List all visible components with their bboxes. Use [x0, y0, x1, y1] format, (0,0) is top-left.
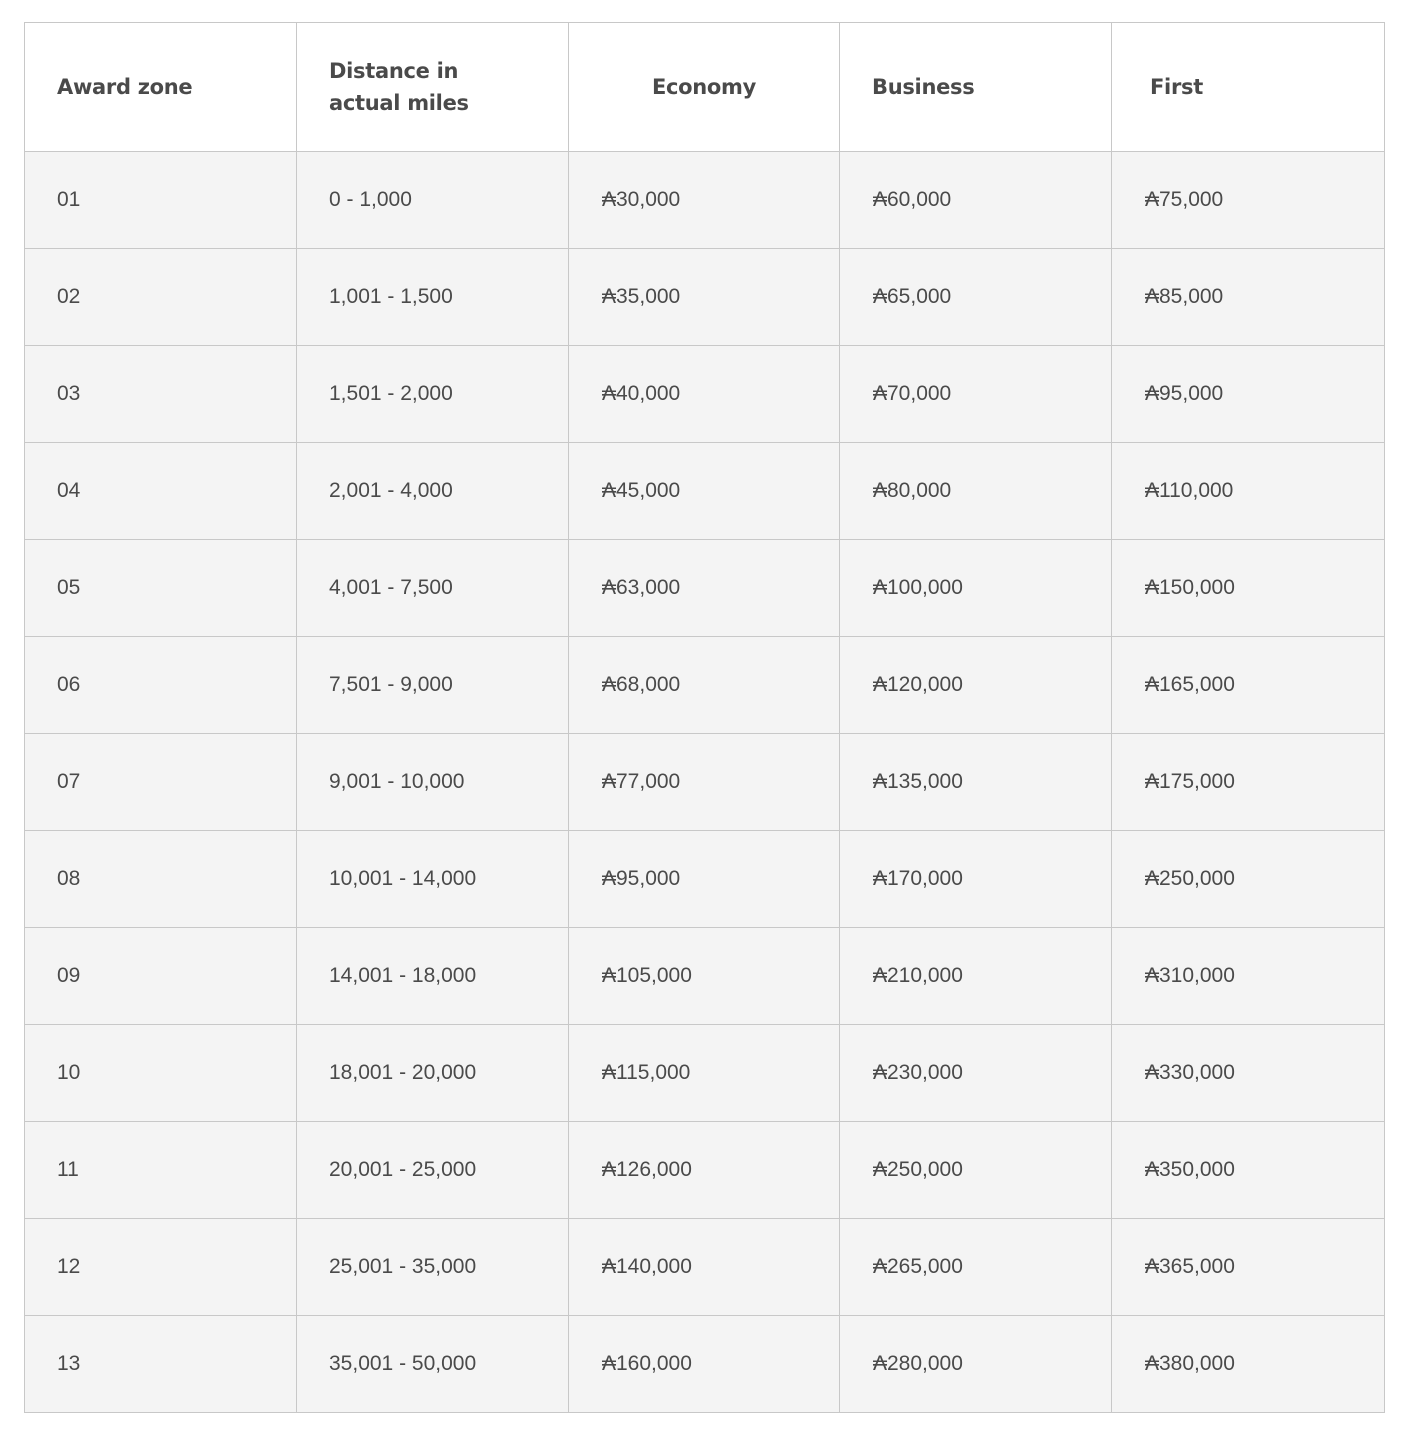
- table-row: [25, 443, 1385, 540]
- zone-cell: 10: [25, 1025, 297, 1122]
- economy-points-cell: ₳63,000: [569, 540, 840, 637]
- first-points-cell: ₳75,000: [1112, 152, 1385, 249]
- business-points-cell: ₳70,000: [840, 346, 1112, 443]
- distance-cell: 18,001 - 20,000: [297, 1025, 569, 1122]
- business-points-cell: ₳80,000: [840, 443, 1112, 540]
- distance-cell: 14,001 - 18,000: [297, 928, 569, 1025]
- header-distance-label: Distance in actual miles: [329, 59, 469, 115]
- table-row: [25, 249, 1385, 346]
- economy-points-cell: ₳68,000: [569, 637, 840, 734]
- first-points-cell: ₳175,000: [1112, 734, 1385, 831]
- table-row: [25, 1316, 1385, 1413]
- zone-cell: 11: [25, 1122, 297, 1219]
- first-points-cell: ₳380,000: [1112, 1316, 1385, 1413]
- table-row: [25, 637, 1385, 734]
- table-row: [25, 346, 1385, 443]
- table-row: [25, 152, 1385, 249]
- table-row: [25, 928, 1385, 1025]
- business-points-cell: ₳100,000: [840, 540, 1112, 637]
- header-award-zone: Award zone: [25, 23, 297, 152]
- economy-points-cell: ₳40,000: [569, 346, 840, 443]
- business-points-cell: ₳265,000: [840, 1219, 1112, 1316]
- distance-cell: 10,001 - 14,000: [297, 831, 569, 928]
- zone-cell: 04: [25, 443, 297, 540]
- first-points-cell: ₳250,000: [1112, 831, 1385, 928]
- first-points-cell: ₳310,000: [1112, 928, 1385, 1025]
- first-points-cell: ₳165,000: [1112, 637, 1385, 734]
- zone-cell: 07: [25, 734, 297, 831]
- economy-points-cell: ₳160,000: [569, 1316, 840, 1413]
- table-row: [25, 734, 1385, 831]
- economy-points-cell: ₳95,000: [569, 831, 840, 928]
- zone-cell: 12: [25, 1219, 297, 1316]
- distance-cell: 25,001 - 35,000: [297, 1219, 569, 1316]
- distance-cell: 4,001 - 7,500: [297, 540, 569, 637]
- table-row: [25, 1219, 1385, 1316]
- economy-points-cell: ₳77,000: [569, 734, 840, 831]
- economy-points-cell: ₳140,000: [569, 1219, 840, 1316]
- zone-cell: 09: [25, 928, 297, 1025]
- table-row: [25, 831, 1385, 928]
- business-points-cell: ₳170,000: [840, 831, 1112, 928]
- first-points-cell: ₳150,000: [1112, 540, 1385, 637]
- header-economy: Economy: [569, 23, 840, 152]
- business-points-cell: ₳230,000: [840, 1025, 1112, 1122]
- zone-cell: 13: [25, 1316, 297, 1413]
- economy-points-cell: ₳126,000: [569, 1122, 840, 1219]
- business-points-cell: ₳120,000: [840, 637, 1112, 734]
- distance-cell: 2,001 - 4,000: [297, 443, 569, 540]
- distance-cell: 9,001 - 10,000: [297, 734, 569, 831]
- distance-cell: 7,501 - 9,000: [297, 637, 569, 734]
- business-points-cell: ₳280,000: [840, 1316, 1112, 1413]
- business-points-cell: ₳135,000: [840, 734, 1112, 831]
- zone-cell: 03: [25, 346, 297, 443]
- business-points-cell: ₳250,000: [840, 1122, 1112, 1219]
- first-points-cell: ₳95,000: [1112, 346, 1385, 443]
- first-points-cell: ₳330,000: [1112, 1025, 1385, 1122]
- distance-cell: 35,001 - 50,000: [297, 1316, 569, 1413]
- award-chart-table: [24, 22, 1385, 1413]
- distance-cell: 20,001 - 25,000: [297, 1122, 569, 1219]
- zone-cell: 02: [25, 249, 297, 346]
- economy-points-cell: ₳35,000: [569, 249, 840, 346]
- first-points-cell: ₳365,000: [1112, 1219, 1385, 1316]
- first-points-cell: ₳350,000: [1112, 1122, 1385, 1219]
- distance-cell: 1,501 - 2,000: [297, 346, 569, 443]
- header-business: Business: [840, 23, 1112, 152]
- table-row: [25, 1025, 1385, 1122]
- table-body: [25, 152, 1385, 1413]
- distance-cell: 1,001 - 1,500: [297, 249, 569, 346]
- first-points-cell: ₳110,000: [1112, 443, 1385, 540]
- header-first: First: [1112, 23, 1385, 152]
- business-points-cell: ₳210,000: [840, 928, 1112, 1025]
- first-points-cell: ₳85,000: [1112, 249, 1385, 346]
- economy-points-cell: ₳105,000: [569, 928, 840, 1025]
- distance-cell: 0 - 1,000: [297, 152, 569, 249]
- header-distance: [297, 23, 569, 152]
- table-row: [25, 1122, 1385, 1219]
- zone-cell: 01: [25, 152, 297, 249]
- zone-cell: 06: [25, 637, 297, 734]
- economy-points-cell: ₳30,000: [569, 152, 840, 249]
- economy-points-cell: ₳115,000: [569, 1025, 840, 1122]
- table-header: [25, 23, 1385, 152]
- business-points-cell: ₳65,000: [840, 249, 1112, 346]
- header-row: [25, 23, 1385, 152]
- zone-cell: 05: [25, 540, 297, 637]
- business-points-cell: ₳60,000: [840, 152, 1112, 249]
- economy-points-cell: ₳45,000: [569, 443, 840, 540]
- zone-cell: 08: [25, 831, 297, 928]
- table-row: [25, 540, 1385, 637]
